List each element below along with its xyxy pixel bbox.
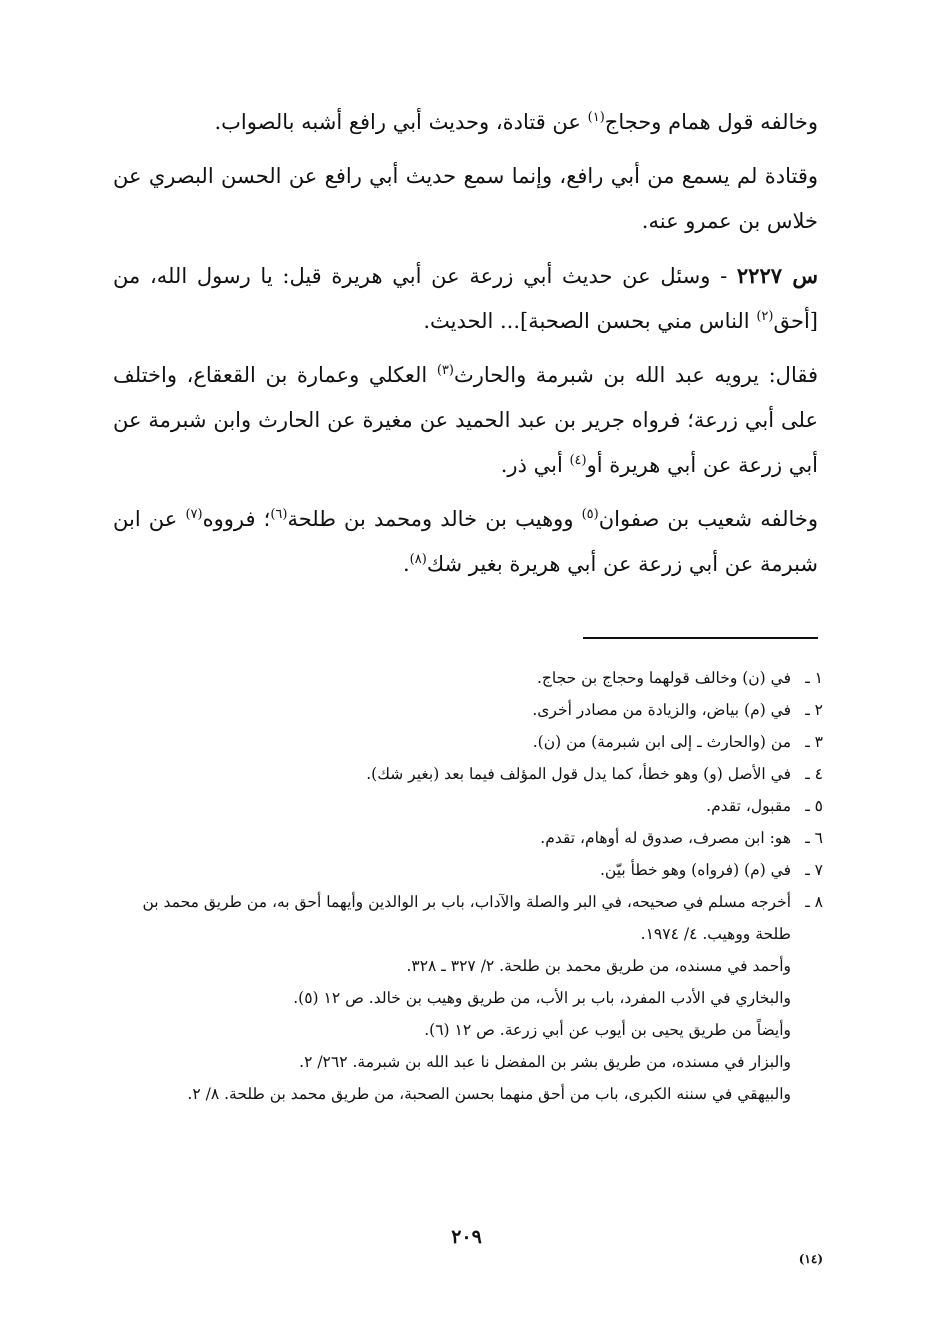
footnote-ref: (٣) <box>436 363 454 378</box>
footnote-number: ٥ ـ <box>805 797 823 815</box>
paragraph-3 <box>113 253 818 344</box>
footnote-number: ٢ ـ <box>805 701 823 719</box>
footnote-separator <box>583 637 818 639</box>
footnote-ref: (٦) <box>270 507 288 522</box>
footnote-text: في (ن) وخالف قولهما وحجاج بن حجاج. <box>536 669 791 687</box>
text-span: - وسئل عن حديث أبي زرعة عن أبي هريرة قيل: يا رسول الله، من [أحق <box>113 264 818 333</box>
text-span: . <box>402 552 410 576</box>
footnote <box>113 694 823 726</box>
footnote-text: هو: ابن مصرف، صدوق له أوهام، تقدم. <box>540 829 791 847</box>
text-span: عن قتادة، وحديث أبي رافع أشبه بالصواب. <box>214 110 588 134</box>
footnote-continuation: والبزار في مسنده، من طريق بشر بن المفضل نا عبد الله بن شبرمة. ٢٦٢/ ٢. <box>299 1053 791 1071</box>
footnote-text: مقبول، تقدم. <box>706 797 791 815</box>
question-number: س ٢٢٢٧ <box>736 263 818 288</box>
footnote-number: ٤ ـ <box>805 765 823 783</box>
signature-mark: (١٤) <box>798 1252 823 1266</box>
footnote-ref: (٤) <box>569 453 587 468</box>
footnote-ref: (٥) <box>581 507 599 522</box>
footnote-number: ٨ ـ <box>805 893 823 911</box>
footnote <box>113 662 823 694</box>
text-span: ووهيب بن خالد ومحمد بن طلحة <box>287 507 582 531</box>
text-span: العكلي وعمارة بن القعقاع، واختلف على أبي زرعة؛ فرواه جرير بن عبد الحميد عن مغيرة عن الحارث وابن شبرمة عن أبي زرعة عن أبي هريرة أو <box>113 363 818 477</box>
text-span: الناس مني بحسن الصحبة]... الحديث. <box>423 309 757 333</box>
footnote-ref: (٧) <box>185 507 203 522</box>
footnote-continuation: والبخاري في الأدب المفرد، باب بر الأب، من طريق وهيب بن خالد. ص ١٢ (٥). <box>293 989 791 1007</box>
footnote-text: في الأصل (و) وهو خطأ، كما يدل قول المؤلف فيما بعد (بغير شك). <box>366 765 791 783</box>
paragraph-1 <box>113 100 818 145</box>
paragraph-5 <box>113 497 818 587</box>
footnote <box>113 854 823 886</box>
footnote-number: ٧ ـ <box>805 861 823 879</box>
footnote-ref: (١) <box>587 110 605 125</box>
footnote <box>113 758 823 790</box>
text-span: عن ابن شبرمة عن أبي زرعة عن أبي هريرة بغير شك <box>113 507 818 576</box>
text-span: أبي ذر. <box>500 453 570 477</box>
footnote-continuation: وأيضاً من طريق يحيى بن أيوب عن أبي زرعة. ص ١٢ (٦). <box>424 1021 791 1039</box>
paragraph-4 <box>113 353 818 488</box>
main-text <box>113 100 818 596</box>
footnote <box>113 726 823 758</box>
footnote-ref: (٢) <box>756 309 774 324</box>
footnote-ref: (٨) <box>409 552 427 567</box>
footnotes <box>113 662 823 1110</box>
page-number: ٢٠٩ <box>451 1226 482 1248</box>
footnote <box>113 790 823 822</box>
footnote-text: في (م) بياض، والزيادة من مصادر أخرى. <box>532 701 791 719</box>
paragraph-2: وقتادة لم يسمع من أبي رافع، وإنما سمع حديث أبي رافع عن الحسن البصري عن خلاس بن عمرو عنه. <box>113 164 818 233</box>
footnote-number: ٣ ـ <box>805 733 823 751</box>
text-span: ؛ فرووه <box>202 507 271 531</box>
footnote-text: أخرجه مسلم في صحيحه، في البر والصلة والآداب، باب بر الوالدين وأيهما أحق به، من طريق محمد بن طلحة ووهيب. ٤/ ١٩٧٤. <box>142 893 791 943</box>
footnote-continuation: وأحمد في مسنده، من طريق محمد بن طلحة. ٢/ ٣٢٧ ـ ٣٢٨. <box>406 957 791 975</box>
footnote-number: ١ ـ <box>805 669 823 687</box>
text-span: فقال: يرويه عبد الله بن شبرمة والحارث <box>453 363 818 387</box>
footnote-number: ٦ ـ <box>805 829 823 847</box>
footnote <box>113 886 823 950</box>
text-span: وخالفه شعيب بن صفوان <box>598 507 818 531</box>
text-span: وخالفه قول همام وحجاج <box>604 110 818 134</box>
footnote-text: من (والحارث ـ إلى ابن شبرمة) من (ن). <box>532 733 791 751</box>
footnote-continuation: والبيهقي في سننه الكبرى، باب من أحق منهما بحسن الصحبة، من طريق محمد بن طلحة. ٨/ ٢. <box>187 1085 791 1103</box>
footnote <box>113 822 823 854</box>
footnote-text: في (م) (فرواه) وهو خطأ بيّن. <box>599 861 791 879</box>
